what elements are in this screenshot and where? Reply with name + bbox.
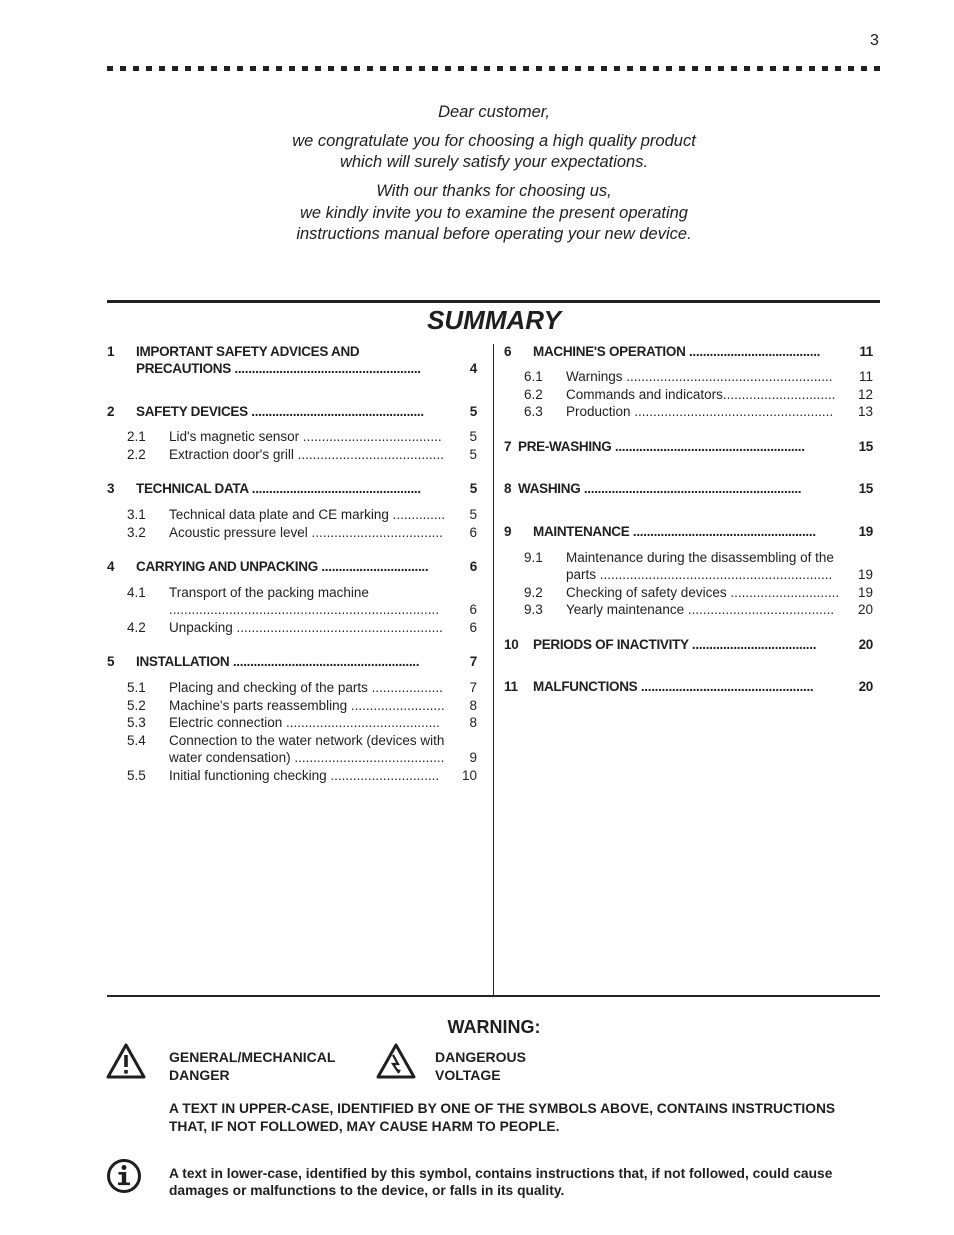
- toc-entry-5-4[interactable]: 5.4 Connection to the water network (devices with: [127, 733, 445, 748]
- toc-entry-4-2[interactable]: 4.2 Unpacking ....................................................... 6: [127, 620, 477, 635]
- general-danger-line-2: DANGER: [169, 1067, 230, 1083]
- lowercase-note-line-2: damages or malfunctions to the device, or falls in its quality.: [169, 1183, 565, 1198]
- toc-entry-6-1[interactable]: 6.1 Warnings ....................................................... 11: [524, 369, 873, 384]
- intro-line-2: which will surely satisfy your expectations.: [339, 153, 649, 171]
- intro-greeting: Dear customer,: [438, 103, 550, 121]
- intro-line-5: instructions manual before operating your new device.: [296, 225, 692, 243]
- toc-entry-2-1[interactable]: 2.1 Lid's magnetic sensor ..................................... 5: [127, 429, 477, 444]
- toc-entry-2[interactable]: 2 SAFETY DEVICES .................................................. 5: [107, 404, 477, 419]
- toc-entry-9-1[interactable]: 9.1 Maintenance during the disassembling of the: [524, 550, 834, 565]
- general-danger-icon: [106, 1042, 146, 1080]
- toc-entry-11[interactable]: 11 MALFUNCTIONS .................................................. 20: [504, 679, 873, 694]
- toc-entry-5[interactable]: 5 INSTALLATION ...................................................... 7: [107, 654, 477, 669]
- dotted-separator: [107, 66, 880, 71]
- intro-line-4: we kindly invite you to examine the present operating: [300, 204, 688, 222]
- toc-entry-6-3[interactable]: 6.3 Production ..................................................... 13: [524, 404, 873, 419]
- toc-entry-5-5[interactable]: 5.5 Initial functioning checking ............................. 10: [127, 768, 477, 783]
- intro-line-1: we congratulate you for choosing a high quality product: [292, 132, 696, 150]
- toc-entry-8[interactable]: 8 WASHING ............................................................... 15: [504, 481, 873, 496]
- summary-top-rule: [107, 300, 880, 303]
- toc-entry-9-2[interactable]: 9.2 Checking of safety devices ............................. 19: [524, 585, 873, 600]
- toc-entry-5-3[interactable]: 5.3 Electric connection ......................................... 8: [127, 715, 477, 730]
- toc-entry-10[interactable]: 10 PERIODS OF INACTIVITY .................................... 20: [504, 637, 873, 652]
- warning-title: WARNING:: [447, 1017, 541, 1037]
- uppercase-note-line-2: THAT, IF NOT FOLLOWED, MAY CAUSE HARM TO PEOPLE.: [169, 1119, 560, 1134]
- page-number: 3: [870, 32, 879, 49]
- toc-entry-9-3[interactable]: 9.3 Yearly maintenance ....................................... 20: [524, 602, 873, 617]
- voltage-line-2: VOLTAGE: [435, 1067, 501, 1083]
- toc-entry-3-2[interactable]: 3.2 Acoustic pressure level ................................... 6: [127, 525, 477, 540]
- toc-entry-1[interactable]: 1 IMPORTANT SAFETY ADVICES AND: [107, 344, 360, 359]
- toc-entry-5-4-cont[interactable]: water condensation) ........................................ 9: [169, 750, 477, 765]
- toc-entry-7[interactable]: 7 PRE-WASHING ....................................................... 15: [504, 439, 873, 454]
- toc-entry-3[interactable]: 3 TECHNICAL DATA ................................................. 5: [107, 481, 477, 496]
- toc-entry-5-1[interactable]: 5.1 Placing and checking of the parts ................... 7: [127, 680, 477, 695]
- lowercase-note-line-1: A text in lower-case, identified by this symbol, contains instructions that, if not followed, could cause: [169, 1166, 833, 1181]
- toc-entry-9-1-cont[interactable]: parts .............................................................. 19: [566, 567, 873, 582]
- uppercase-note-line-1: A TEXT IN UPPER-CASE, IDENTIFIED BY ONE OF THE SYMBOLS ABOVE, CONTAINS INSTRUCTIONS: [169, 1101, 836, 1116]
- summary-title: SUMMARY: [427, 305, 561, 335]
- general-danger-line-1: GENERAL/MECHANICAL: [169, 1049, 336, 1065]
- toc-entry-4-1-cont[interactable]: ........................................................................ 6: [169, 602, 477, 617]
- summary-bottom-rule: [107, 995, 880, 997]
- toc-entry-2-2[interactable]: 2.2 Extraction door's grill ....................................... 5: [127, 447, 477, 462]
- toc-entry-1-cont[interactable]: PRECAUTIONS ...................................................... 4: [136, 361, 477, 376]
- intro-line-3: With our thanks for choosing us,: [376, 182, 612, 200]
- toc-entry-3-1[interactable]: 3.1 Technical data plate and CE marking .............. 5: [127, 507, 477, 522]
- toc-entry-5-2[interactable]: 5.2 Machine's parts reassembling ......................... 8: [127, 698, 477, 713]
- high-voltage-icon: [376, 1042, 416, 1080]
- toc-entry-9[interactable]: 9 MAINTENANCE ..................................................... 19: [504, 524, 873, 539]
- info-icon: [106, 1158, 142, 1194]
- toc-entry-4[interactable]: 4 CARRYING AND UNPACKING ............................... 6: [107, 559, 477, 574]
- column-divider: [493, 344, 494, 996]
- toc-entry-6[interactable]: 6 MACHINE'S OPERATION ...................................... 11: [504, 344, 873, 359]
- toc-entry-4-1[interactable]: 4.1 Transport of the packing machine: [127, 585, 369, 600]
- toc-entry-6-2[interactable]: 6.2 Commands and indicators.............................. 12: [524, 387, 873, 402]
- voltage-line-1: DANGEROUS: [435, 1049, 527, 1065]
